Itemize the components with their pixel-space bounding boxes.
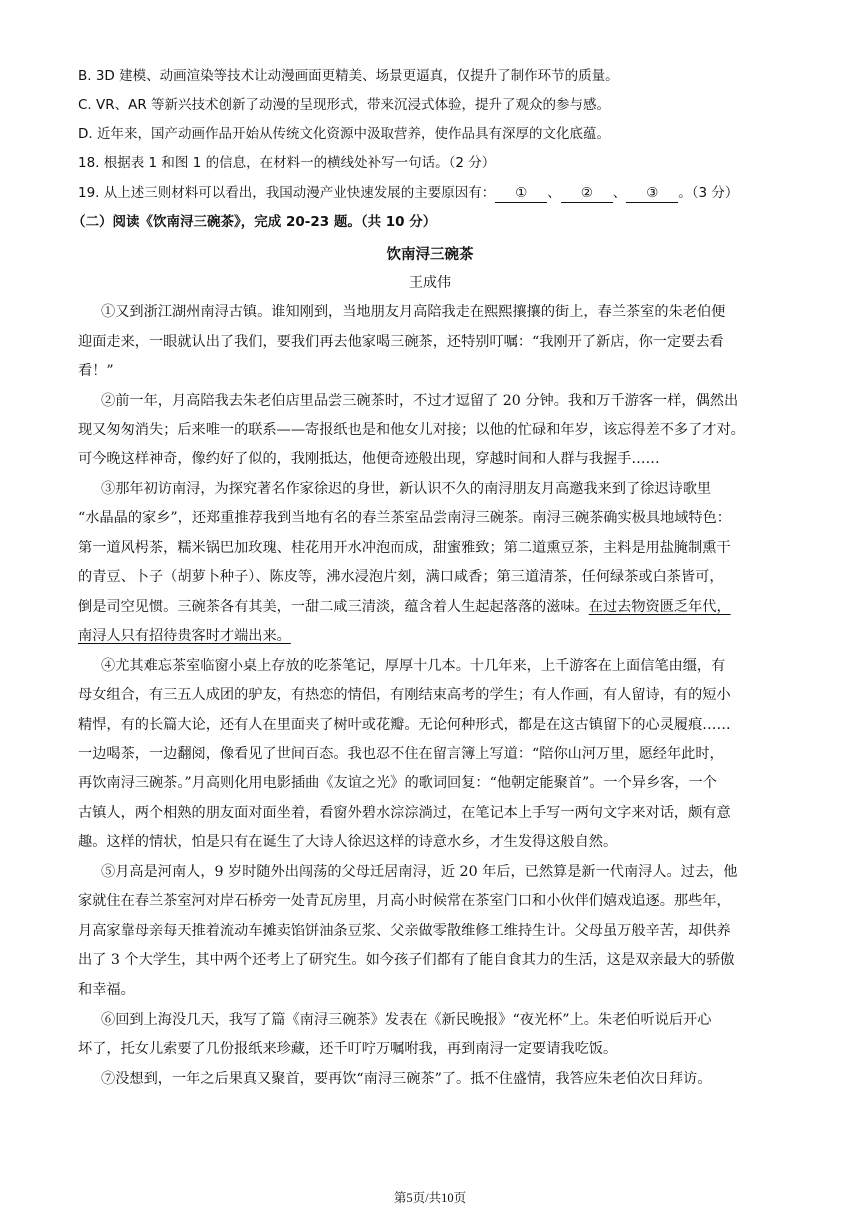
option-b: B. 3D 建模、动画渲染等技术让动漫画面更精美、场景更逼真，仅提升了制作环节的质量。 [78,68,619,84]
question-19 [78,183,738,203]
paragraph-line: 古镇人，两个相熟的朋友面对面坐着，看窗外碧水淙淙淌过，在笔记本上手写一两句文字来对话，颇有意 [78,805,731,821]
paragraph-text: 倒是司空见惯。三碗茶各有其美，一甜二咸三清淡，蕴含着人生起起落落的滋味。 [78,599,589,615]
paragraph-line: 可今晚这样神奇，像约好了似的，我刚抵达，他便奇迹般出现，穿越时间和人群与我握手…… [78,451,660,467]
question-19-suffix: 。（3 分） [678,185,739,201]
paragraph-line: ③那年初访南浔，为探究著名作家徐迟的身世，新认识不久的南浔朋友月高邀我来到了徐迟诗歌里 [101,481,712,497]
answer-blank-3[interactable]: ③ [626,184,678,203]
paragraph-line: 第一道风枵茶，糯米锅巴加玫瑰、桂花用开水冲泡而成，甜蜜雅致；第二道熏豆茶，主料是用盐腌制熏干 [78,540,731,556]
blank-separator: 、 [612,185,627,201]
paragraph-line: ②前一年，月高陪我去朱老伯店里品尝三碗茶时，不过才逗留了 20 分钟。我和万千游客一样，偶然出 [101,393,739,409]
paragraph-line: 现又匆匆消失；后来唯一的联系——寄报纸也是和他女儿对接；以他的忙碌和年岁，该忘得差不多了才对。 [78,422,745,438]
paragraph-line: 出了 3 个大学生，其中两个还考上了研究生。如今孩子们都有了能自食其力的生活，这是双亲最大的骄傲 [78,952,735,968]
section-heading: （二）阅读《饮南浔三碗茶》，完成 20-23 题。（共 10 分） [72,214,437,230]
paragraph-line: 一边喝茶，一边翻阅，像看见了世间百态。我也忍不住在留言簿上写道：“陪你山河万里，愿经年此时， [78,746,724,762]
paragraph-line: ⑦没想到，一年之后果真又聚首，要再饮“南浔三碗茶”了。抵不住盛情，我答应朱老伯次日拜访。 [101,1071,712,1087]
blank-separator: 、 [547,185,561,201]
paragraph-line: ⑥回到上海没几天，我写了篇《南浔三碗茶》发表在《新民晚报》“夜光杯”上。朱老伯听说后开心 [101,1012,712,1028]
paragraph-line: 母女组合，有三五人成团的驴友，有热恋的情侣，有刚结束高考的学生；有人作画，有人留诗，有的短小 [78,687,731,703]
article-title: 饮南浔三碗茶 [386,247,474,263]
paragraph-line: ④尤其难忘茶室临窗小桌上存放的吃茶笔记，厚厚十几本。十几年来，上千游客在上面信笔由缰，有 [101,658,726,674]
paragraph-line: 再饮南浔三碗茶。”月高则化用电影插曲《友谊之光》的歌词回复：“他朝定能聚首”。一个异乡客，一个 [78,775,717,791]
question-18: 18. 根据表 1 和图 1 的信息，在材料一的横线处补写一句话。（2 分） [78,155,496,171]
option-d: D. 近年来，国产动画作品开始从传统文化资源中汲取营养，使作品具有深厚的文化底蕴。 [78,126,610,142]
paragraph-line: 和幸福。 [78,982,135,998]
answer-blank-2[interactable]: ② [561,184,613,203]
page-number: 第5页/共10页 [393,1191,467,1205]
article-author: 王成伟 [409,275,451,291]
paragraph-line: ⑤月高是河南人，9 岁时随外出闯荡的父母迁居南浔，近 20 年后，已然算是新一代南浔人。过去，他 [101,864,738,880]
question-19-prefix: 19. 从上述三则材料可以看出，我国动漫产业快速发展的主要原因有： [78,185,496,201]
paragraph-line: 趣。这样的情状，怕是只有在诞生了大诗人徐迟这样的诗意水乡，才生发得这般自然。 [78,834,618,850]
paragraph-line: 看！” [78,363,114,379]
paragraph-line: “水晶晶的家乡”，还郑重推荐我到当地有名的春兰茶室品尝南浔三碗茶。南浔三碗茶确实极具地域特色： [78,510,731,526]
paragraph-line: 的青豆、卜子（胡萝卜种子）、陈皮等，沸水浸泡片刻，满口咸香；第三道清茶，任何绿茶或白茶皆可， [78,569,724,585]
underlined-sentence: 南浔人只有招待贵客时才端出来。 [78,628,291,644]
paragraph-line: 精悍，有的长篇大论，还有人在里面夹了树叶或花瓣。无论何种形式，都是在这古镇留下的心灵履痕…… [78,717,731,733]
option-c: C. VR、AR 等新兴技术创新了动漫的呈现形式，带来沉浸式体验，提升了观众的参与感。 [78,97,611,113]
paragraph-line [78,597,731,617]
underlined-sentence: 在过去物资匮乏年代， [588,599,731,615]
paragraph-line: 月高家靠母亲每天推着流动车摊卖馅饼油条豆浆、父亲做零散维修工维持生计。父母虽万般辛苦，却供养 [78,923,731,939]
paragraph-line: 家就住在春兰茶室河对岸石桥旁一处青瓦房里，月高小时候常在茶室门口和小伙伴们嬉戏追逐。那些年， [78,893,731,909]
paragraph-line: ①又到浙江湖州南浔古镇。谁知刚到，当地朋友月高陪我走在熙熙攘攘的街上，春兰茶室的朱老伯便 [101,304,726,320]
answer-blank-1[interactable]: ① [495,184,547,203]
paragraph-line: 迎面走来，一眼就认出了我们，要我们再去他家喝三碗茶，还特别叮嘱：“我刚开了新店，你一定要去看 [78,334,724,350]
paragraph-line [78,626,291,646]
paragraph-line: 坏了，托女儿索要了几份报纸来珍藏，还千叮咛万嘱咐我，再到南浔一定要请我吃饭。 [78,1041,618,1057]
